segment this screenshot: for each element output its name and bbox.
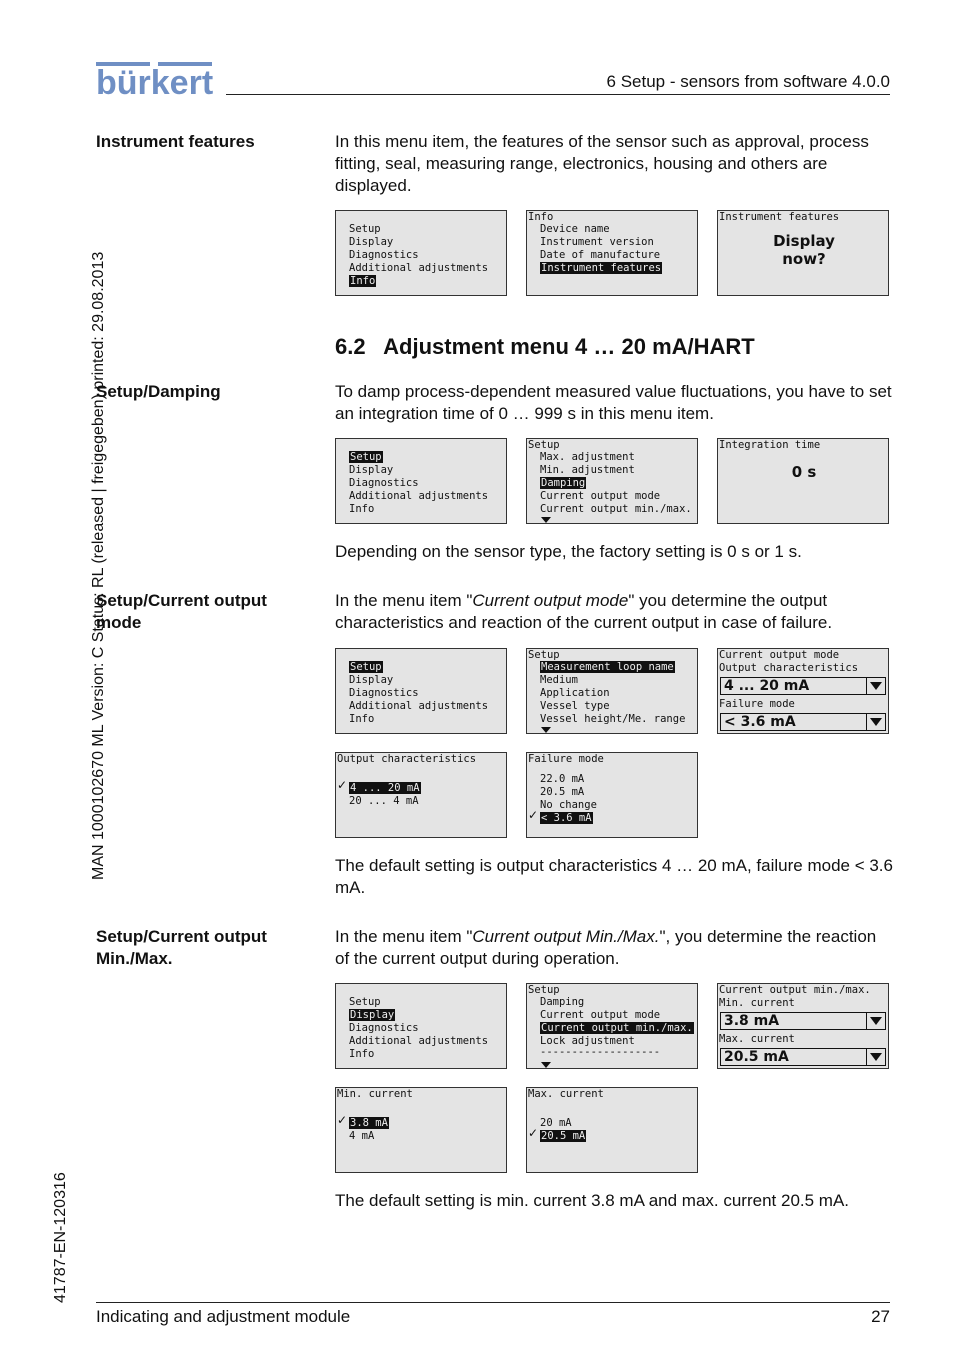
menu-item-display-selected: Display [350,1009,395,1021]
header-rule [226,94,890,95]
screen-main-menu-setup [335,648,507,734]
menu-item-setup-selected: Setup [350,451,382,463]
menu-item-date: Date of manufacture [540,249,661,261]
screen-main-menu-setup [335,438,507,524]
header-title: 6 Setup - sensors from software 4.0.0 [606,72,890,91]
screen-setup-menu-loop [526,648,698,734]
menu-item-vessel-type: Vessel type [540,700,610,712]
option-20-ma: 20 mA [540,1117,572,1129]
print-info-vertical: MAN 1000102670 ML Version: C Status: RL (released | freigegeben) printed: 29.08.2013 [90,251,107,880]
section-title: Adjustment menu 4 … 20 mA/HART [383,334,755,359]
text-part: In the menu item " [335,927,473,946]
menu-item-application: Application [540,687,610,699]
screen-title: Info [528,211,554,223]
menu-item-diagnostics: Diagnostics [349,1022,419,1034]
output-characteristics-value: 4 ... 20 mA [724,678,810,694]
output-characteristics-select[interactable] [720,677,886,695]
display-prompt-line1: Display [773,232,835,250]
menu-item-setup: Setup [349,223,381,235]
option-20-4: 20 ... 4 mA [349,795,419,807]
dropdown-arrow-icon [866,1049,885,1065]
screen-max-current [526,1087,698,1173]
footer-rule [96,1302,890,1303]
scroll-down-icon [541,517,551,523]
screen-title: Min. current [337,1088,413,1100]
screen-setup-menu-minmax [526,983,698,1069]
screen-title: Current output mode [719,649,840,661]
menu-item-damping: Damping [540,996,585,1008]
screen-output-characteristics [335,752,507,838]
screen-title: Output characteristics [337,753,477,765]
current-output-mode-text [335,590,895,634]
failure-mode-label: Failure mode [719,698,795,710]
menu-item-display: Display [349,464,394,476]
menu-item-diagnostics: Diagnostics [349,687,419,699]
menu-item-lock-adjustment: Lock adjustment [540,1035,635,1047]
menu-item-info: Info [349,1048,375,1060]
scroll-down-icon [541,727,551,733]
dropdown-arrow-icon [866,678,885,694]
doc-number-vertical: 41787-EN-120316 [52,1172,69,1303]
menu-item-additional: Additional adjustments [349,262,489,274]
current-output-minmax-text [335,926,895,970]
text-emphasis: Current output Min./Max. [472,927,660,946]
screen-main-menu-info [335,210,507,296]
min-current-label: Min. current [719,997,795,1009]
screen-title: Setup [528,439,560,451]
menu-item-current-output-minmax-selected: Current output min./max. [541,1022,693,1034]
screen-title: Current output min./max. [719,984,871,996]
option-no-change: No change [540,799,597,811]
menu-item-additional: Additional adjustments [349,490,489,502]
section-number: 6.2 [335,334,366,359]
check-icon: ✓ [337,778,348,792]
max-current-select[interactable] [720,1048,886,1066]
option-4-ma: 4 mA [349,1130,375,1142]
option-20-5: 20.5 mA [540,786,585,798]
text-part: In the menu item " [335,591,473,610]
failure-mode-select[interactable] [720,713,886,731]
logo-text: bürkert [96,64,214,102]
menu-item-instrument-version: Instrument version [540,236,654,248]
text-emphasis: Current output mode [472,591,629,610]
menu-item-diagnostics: Diagnostics [349,477,419,489]
menu-item-setup-selected: Setup [350,661,382,673]
menu-item-max-adjustment: Max. adjustment [540,451,635,463]
option-22-0: 22.0 mA [540,773,585,785]
screen-title: Setup [528,984,560,996]
screen-title: Instrument features [719,211,840,223]
screen-title: Max. current [528,1088,604,1100]
menu-item-medium: Medium [540,674,578,686]
screen-title: Integration time [719,439,821,451]
check-icon: ✓ [528,1126,539,1140]
label-current-output-minmax: Setup/Current output Min./Max. [96,927,267,968]
max-current-label: Max. current [719,1033,795,1045]
menu-item-info: Info [349,503,375,515]
label-current-output-mode: Setup/Current output mode [96,591,267,632]
text-part: ", you determine the reaction of the current output during operation. [335,927,877,968]
menu-item-display: Display [349,674,394,686]
menu-item-diagnostics: Diagnostics [349,249,419,261]
screen-current-output-mode [717,648,889,734]
menu-item-display: Display [349,236,394,248]
page-number: 27 [871,1307,890,1326]
damping-text: To damp process-dependent measured value fluctuations, you have to set an integration time of 0 … 999 s in this menu item. [335,382,892,423]
label-instrument-features: Instrument features [96,132,255,151]
option-3-8-selected: 3.8 mA [350,1117,388,1129]
menu-item-info: Info [349,713,375,725]
menu-item-additional: Additional adjustments [349,700,489,712]
section-heading [335,334,755,360]
current-output-minmax-default-text: The default setting is min. current 3.8 mA and max. current 20.5 mA. [335,1191,850,1210]
screen-title: Failure mode [528,753,604,765]
check-icon: ✓ [528,808,539,822]
max-current-value: 20.5 mA [724,1049,789,1065]
dropdown-arrow-icon [866,714,885,730]
screen-setup-menu-damping [526,438,698,524]
damping-default-text: Depending on the sensor type, the factory setting is 0 s or 1 s. [335,542,802,561]
dropdown-arrow-icon [866,1013,885,1029]
min-current-select[interactable] [720,1012,886,1030]
screen-integration-time [717,438,889,524]
option-20-5-selected: 20.5 mA [541,1130,586,1142]
min-current-value: 3.8 mA [724,1013,780,1029]
scroll-down-icon [541,1062,551,1068]
output-characteristics-label: Output characteristics [719,662,859,674]
screen-min-current [335,1087,507,1173]
failure-mode-value: < 3.6 mA [724,714,796,730]
menu-item-setup: Setup [349,996,381,1008]
label-setup-damping: Setup/Damping [96,382,221,401]
menu-item-loop-name-selected: Measurement loop name [541,661,674,673]
burkert-logo [96,62,214,102]
screen-main-menu-display [335,983,507,1069]
screen-failure-mode [526,752,698,838]
option-4-20-selected: 4 ... 20 mA [350,782,420,794]
screen-info-menu [526,210,698,296]
menu-item-current-output-mode: Current output mode [540,1009,661,1021]
menu-item-features-selected: Instrument features [541,262,662,274]
menu-item-min-adjustment: Min. adjustment [540,464,635,476]
menu-separator: ------------------- [540,1046,661,1058]
menu-item-vessel-height: Vessel height/Me. range [540,713,686,725]
screen-instrument-features [717,210,889,296]
screen-current-output-minmax [717,983,889,1069]
screen-title: Setup [528,649,560,661]
menu-item-damping-selected: Damping [541,477,586,489]
menu-item-additional: Additional adjustments [349,1035,489,1047]
menu-item-info-selected: Info [350,275,376,287]
menu-item-current-output-mode: Current output mode [540,490,661,502]
integration-value: 0 s [791,463,817,481]
menu-item-device-name: Device name [540,223,610,235]
display-prompt-line2: now? [782,250,826,268]
footer-title: Indicating and adjustment module [96,1307,351,1326]
current-output-mode-default-text: The default setting is output characteristics 4 … 20 mA, failure mode < 3.6 mA. [335,856,893,897]
check-icon: ✓ [337,1113,348,1127]
text-part: " you determine the output characteristics and reaction of the current output in case of failure. [335,591,833,632]
instrument-features-text: In this menu item, the features of the sensor such as approval, process fitting, seal, measuring range, electronics, housing and others are displayed. [335,132,869,195]
option-3-6-selected: < 3.6 mA [541,812,592,824]
menu-item-current-output-minmax: Current output min./max. [540,503,692,515]
